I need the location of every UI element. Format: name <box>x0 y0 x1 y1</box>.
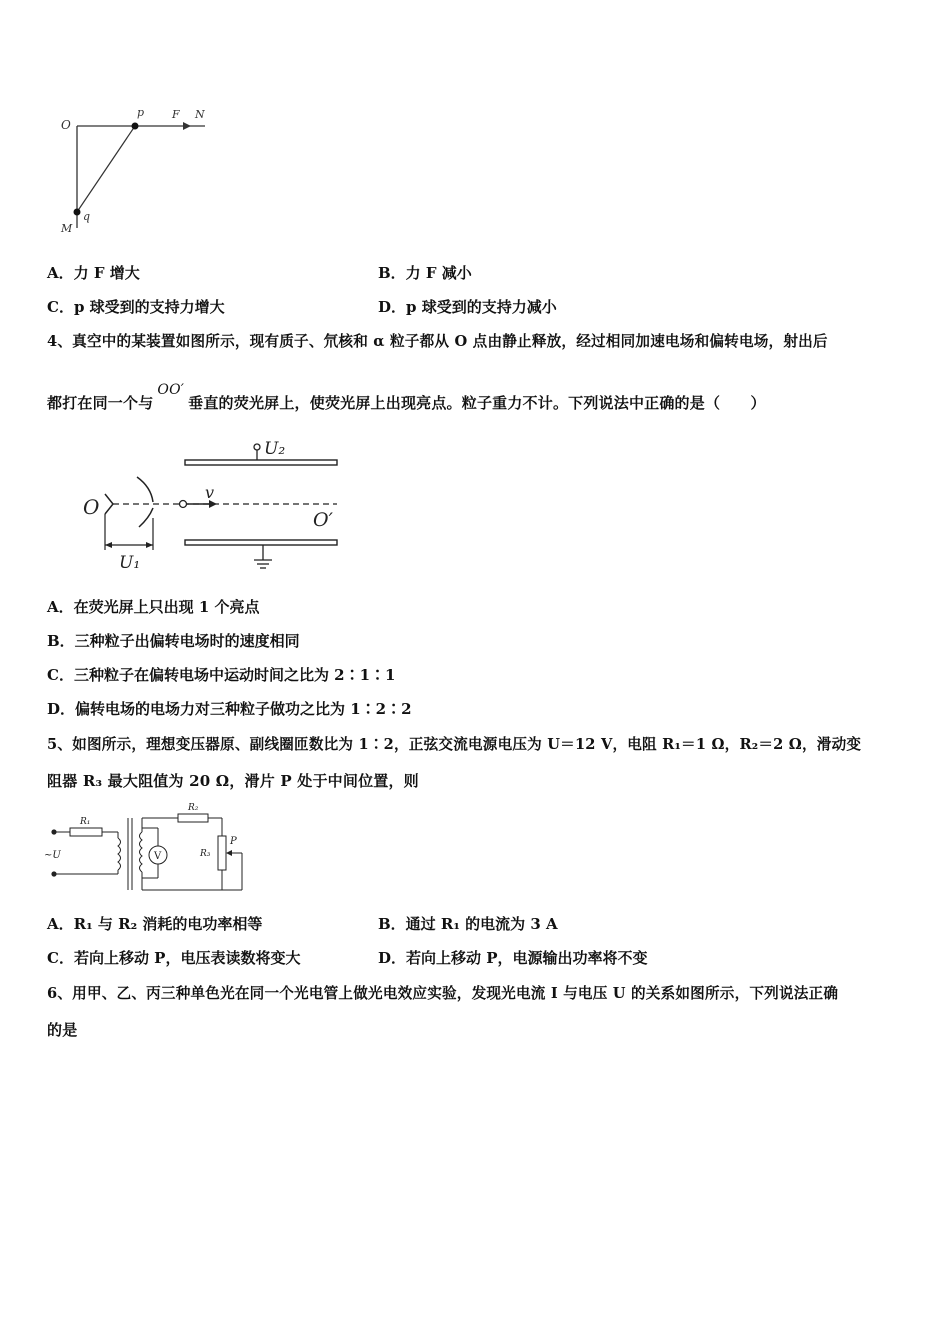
q4-right-electrode-bottom <box>139 508 153 527</box>
q4-figure <box>75 432 355 577</box>
q5-slider-arrow <box>226 850 232 856</box>
q4-label-u2: U₂ <box>264 439 286 459</box>
q5-figure <box>42 798 262 900</box>
q3-label-f: F <box>172 108 180 121</box>
q4-u1-arrow-left <box>105 542 112 548</box>
q4-u1-arrow-right <box>146 542 153 548</box>
q3-ball-p <box>132 123 139 130</box>
q5-label-u: ~U <box>44 850 61 861</box>
q4-option-c: C．三种粒子在偏转电场中运动时间之比为 2∶1∶1 <box>47 666 396 684</box>
q4-lower-plate <box>185 540 337 545</box>
q5-r1-resistor <box>70 828 102 836</box>
q4-stem-after: 垂直的荧光屏上，使荧光屏上出现亮点。粒子重力不计。下列说法中正确的是（ ） <box>188 394 766 412</box>
q5-stem-line2: 阻器 R₃ 最大阻值为 20 Ω，滑片 P 处于中间位置，则 <box>47 772 419 790</box>
q3-label-m: M <box>61 222 73 235</box>
q5-r3-resistor <box>218 836 226 870</box>
q3-label-q: q <box>83 210 91 223</box>
q4-stem-line2 <box>47 382 766 413</box>
q4-label-o: O <box>83 495 100 519</box>
q4-stem-before: 都打在同一个与 <box>47 394 154 412</box>
q3-label-n: N <box>195 108 205 121</box>
q4-left-electrode <box>105 494 113 514</box>
q4-label-v: v <box>205 483 215 502</box>
q5-label-r1: R₁ <box>80 817 91 827</box>
q5-option-a: A．R₁ 与 R₂ 消耗的电功率相等 <box>47 915 263 933</box>
q4-upper-plate <box>185 460 337 465</box>
q3-force-arrowhead <box>183 122 191 130</box>
q5-option-b: B．通过 R₁ 的电流为 3 A <box>378 915 558 933</box>
q3-connecting-rod <box>77 126 135 212</box>
q3-option-b: B．力 F 减小 <box>378 264 472 282</box>
q3-option-a: A．力 F 增大 <box>47 264 140 282</box>
q4-option-d: D．偏转电场的电场力对三种粒子做功之比为 1∶2∶2 <box>47 700 412 718</box>
q4-label-o-prime: O′ <box>313 509 333 531</box>
q6-stem-line2: 的是 <box>47 1021 78 1039</box>
q3-ball-q <box>74 209 81 216</box>
q4-option-a: A．在荧光屏上只出现 1 个亮点 <box>47 598 260 616</box>
q5-stem-line1: 5、如图所示，理想变压器原、副线圈匝数比为 1∶2，正弦交流电源电压为 U＝12 V，电阻 R₁＝1 Ω，R₂＝2 Ω，滑动变 <box>47 736 862 753</box>
q4-oo-symbol: OO′ <box>157 382 185 398</box>
q5-secondary-coil <box>140 832 143 872</box>
q4-particle <box>180 501 187 508</box>
q4-u2-terminal <box>254 444 260 450</box>
q3-option-d: D．p 球受到的支持力减小 <box>378 298 557 316</box>
q6-stem-line1: 6、用甲、乙、丙三种单色光在同一个光电管上做光电效应实验，发现光电流 I 与电压 U 的关系如图所示，下列说法正确 <box>47 985 839 1002</box>
q3-figure <box>55 100 225 240</box>
q4-right-electrode-top <box>137 477 153 502</box>
q5-r2-resistor <box>178 814 208 822</box>
q4-option-b: B．三种粒子出偏转电场时的速度相同 <box>47 632 300 650</box>
q5-label-r3: R₃ <box>200 849 211 859</box>
q5-label-p: P <box>230 836 237 847</box>
q3-option-c: C．p 球受到的支持力增大 <box>47 298 225 316</box>
q5-label-v: V <box>154 851 162 862</box>
q5-label-r2: R₂ <box>188 803 199 813</box>
q5-option-c: C．若向上移动 P，电压表读数将变大 <box>47 949 301 967</box>
q5-primary-coil <box>118 838 121 870</box>
q5-option-d: D．若向上移动 P，电源输出功率将不变 <box>378 949 648 967</box>
q3-label-p: p <box>137 106 145 119</box>
q4-stem-line1: 4、真空中的某装置如图所示，现有质子、氘核和 α 粒子都从 O 点由静止释放，经过相同加速电场和偏转电场，射出后 <box>47 333 828 350</box>
q3-label-o: O <box>61 118 71 132</box>
q4-label-u1: U₁ <box>119 553 141 573</box>
